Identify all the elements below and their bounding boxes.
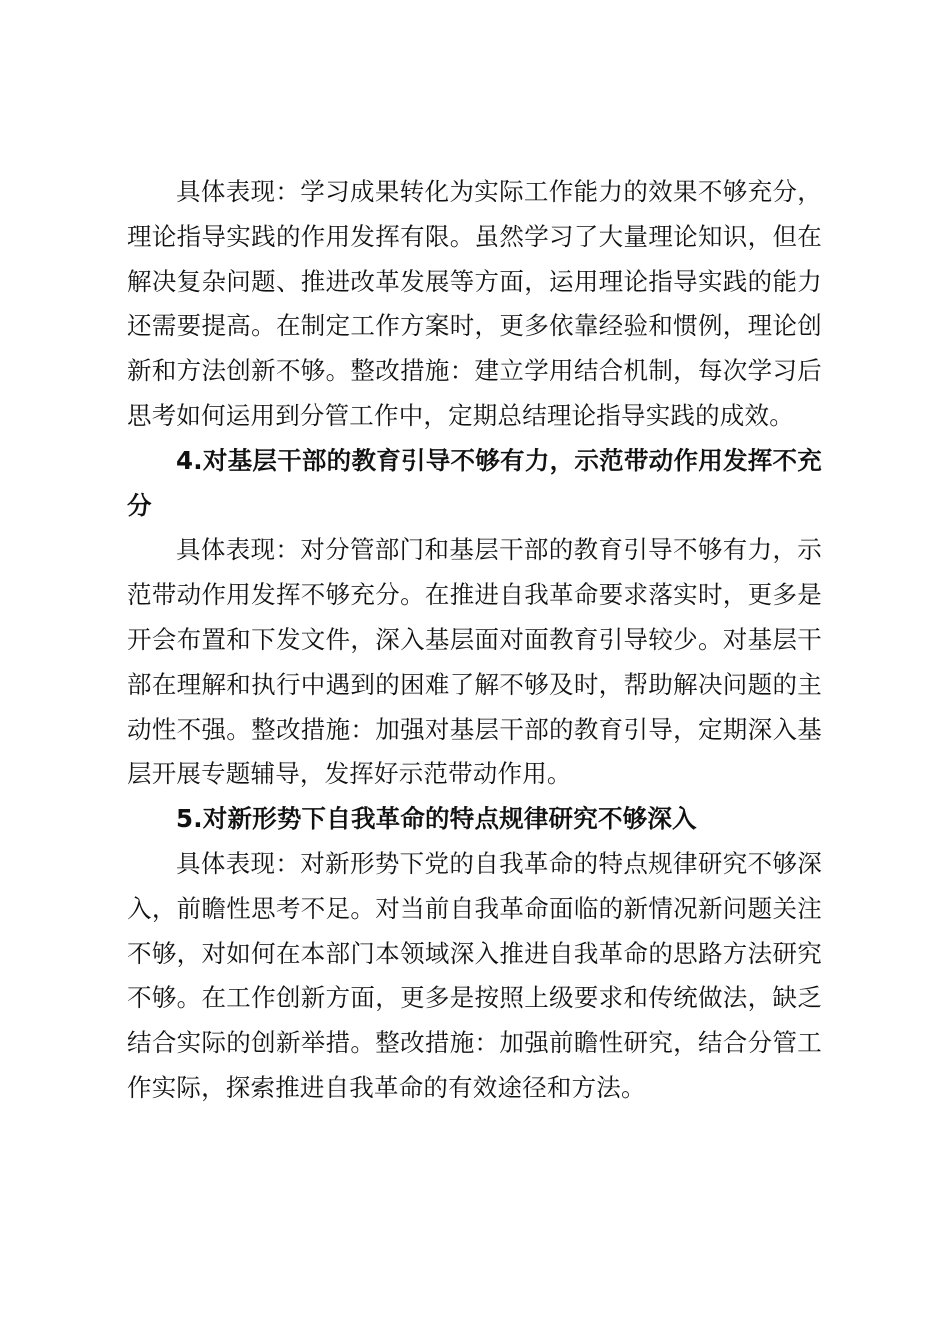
section-heading-5: 5.对新形势下自我革命的特点规律研究不够深入 [176,804,697,834]
body-paragraph-performance-4: 具体表现：对分管部门和基层干部的教育引导不够有力，示范带动作用发挥不够充分。在推进自我革命要求落实时，更多是开会布置和下发文件，深入基层面对面教育引导较少。对基层干部在理解和执行中遇到的困难了解不够及时，帮助解决问题的主动性不强。整改措施：加强对基层干部的教育引导，定期深入基层开展专题辅导，发挥好示范带动作用。 [127,535,822,789]
body-paragraph-performance-5: 具体表现：对新形势下党的自我革命的特点规律研究不够深入，前瞻性思考不足。对当前自我革命面临的新情况新问题关注不够，对如何在本部门本领域深入推进自我革命的思路方法研究不够。在工作创新方面，更多是按照上级要求和传统做法，缺乏结合实际的创新举措。整改措施：加强前瞻性研究，结合分管工作实际，探索推进自我革命的有效途径和方法。 [127,848,822,1102]
document-page [127,170,822,1111]
section-heading-4: 4.对基层干部的教育引导不够有力，示范带动作用发挥不充分 [127,445,822,520]
body-paragraph-performance-1: 具体表现：学习成果转化为实际工作能力的效果不够充分，理论指导实践的作用发挥有限。虽然学习了大量理论知识，但在解决复杂问题、推进改革发展等方面，运用理论指导实践的能力还需要提高。在制定工作方案时，更多依靠经验和惯例，理论创新和方法创新不够。整改措施：建立学用结合机制，每次学习后思考如何运用到分管工作中，定期总结理论指导实践的成效。 [127,177,822,430]
